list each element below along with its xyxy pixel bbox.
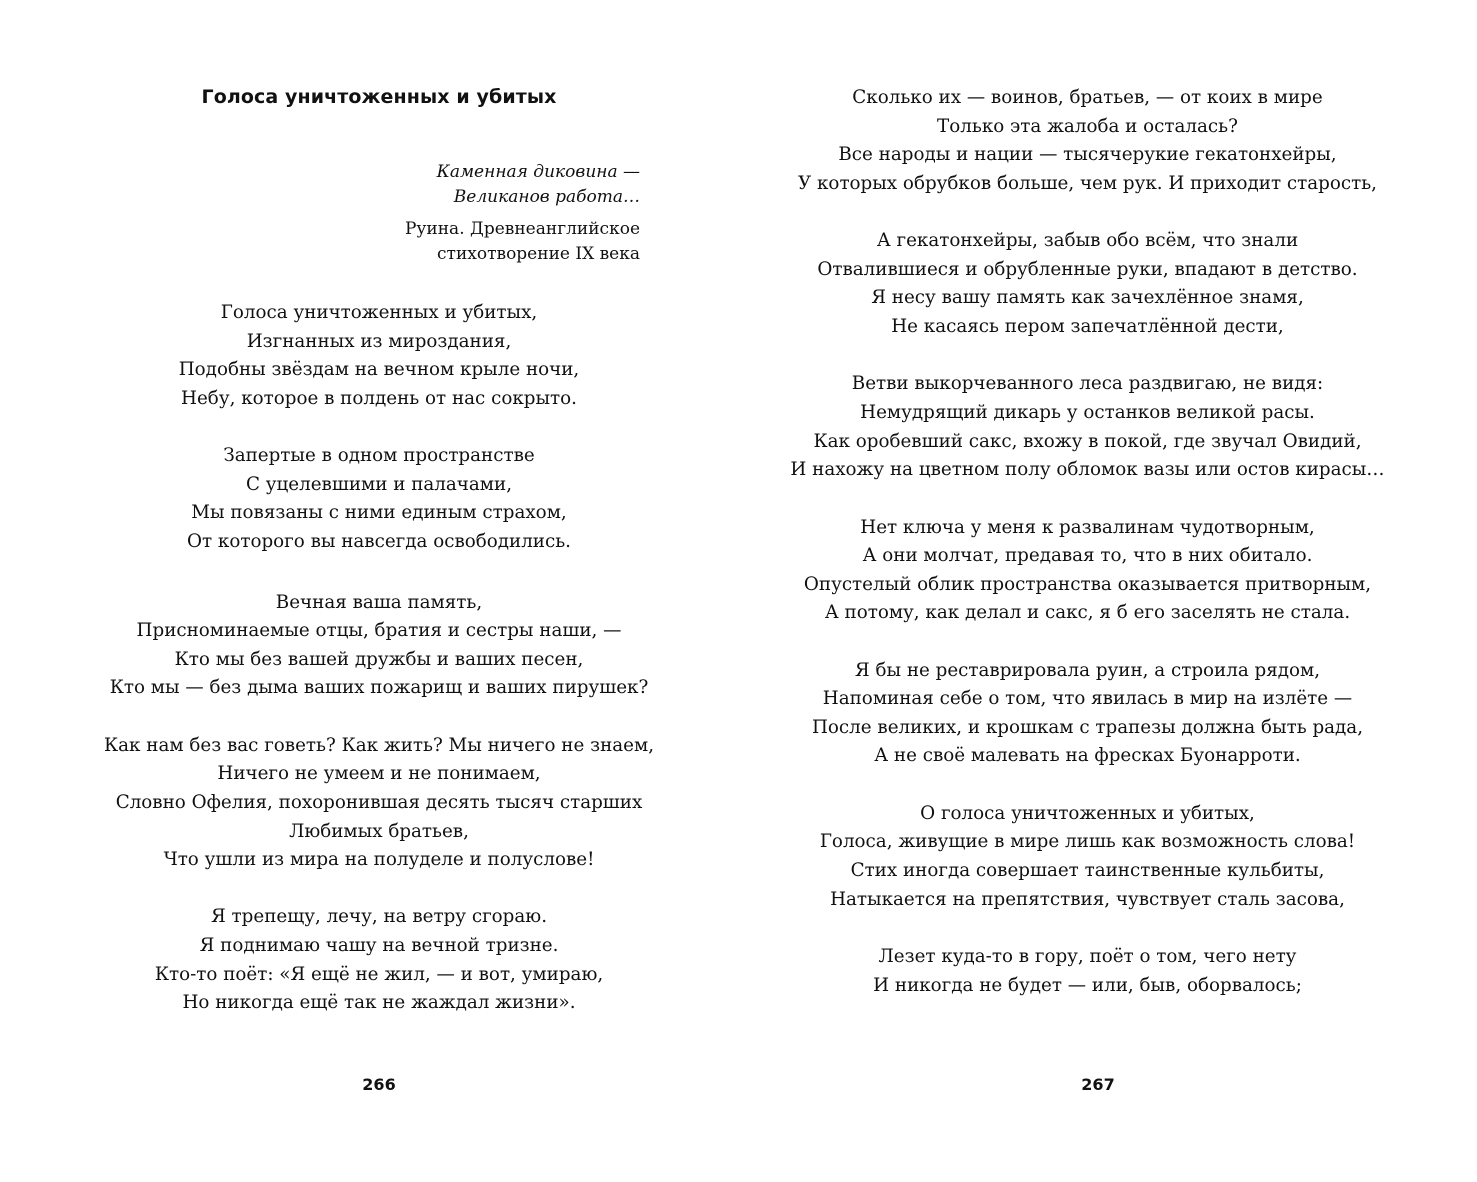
verse-line: Сколько их — воинов, братьев, — от коих в мире <box>852 87 1323 108</box>
stanza <box>738 657 1437 771</box>
verse-line: А гекатонхейры, забыв обо всём, что знали <box>876 230 1299 252</box>
stanza <box>738 227 1437 341</box>
epigraph-source-line: Руина. Древнеанглийское <box>404 219 640 239</box>
verse-line: Нет ключа у меня к развалинам чудотворным, <box>860 516 1315 538</box>
epigraph <box>405 160 640 267</box>
stanza <box>738 370 1437 484</box>
poem-title: Голоса уничтоженных и убитых <box>201 86 557 108</box>
verse-line: Что ушли из мира на полуделе и полуслове! <box>163 849 595 871</box>
verse-line: Стих иногда совершает таинственные кульбиты, <box>850 860 1325 882</box>
verse-line: Кто-то поёт: «Я ещё не жил, — и вот, умираю, <box>154 963 604 985</box>
verse-line: Лезет куда-то в гору, поёт о том, чего нету <box>878 946 1297 968</box>
epigraph-source <box>405 217 640 267</box>
verse-line: Вечная ваша память, <box>275 591 483 613</box>
verse-line: И нахожу на цветном полу обломок вазы или остов кирасы… <box>790 459 1385 481</box>
right-poem-text <box>738 84 1437 1029</box>
verse-line: У которых обрубков больше, чем рук. И приходит старость, <box>797 172 1377 194</box>
verse-line: Отвалившиеся и обрубленные руки, впадают в детство. <box>817 258 1358 280</box>
left-page <box>0 0 738 1182</box>
stanza <box>0 299 758 413</box>
verse-line: Ничего не умеем и не понимаем, <box>217 763 541 785</box>
epigraph-quote-line: Великанов работа… <box>453 187 640 207</box>
right-page <box>738 0 1477 1182</box>
page-number-right: 267 <box>1081 1075 1115 1094</box>
verse-line: Напоминая себе о том, что явилась в мир на излёте — <box>822 688 1353 710</box>
verse-line: А они молчат, предавая то, что в них обитало. <box>862 545 1313 567</box>
verse-line: А потому, как делал и сакс, я б его заселять не стала. <box>824 602 1351 624</box>
verse-line: И никогда не будет — или, быв, оборвалось; <box>873 974 1302 996</box>
verse-line: Кто мы — без дыма ваших пожарищ и ваших пирушек? <box>109 677 649 699</box>
verse-line: Натыкается на препятствия, чувствует сталь засова, <box>830 888 1345 910</box>
verse-line: Голоса, живущие в мире лишь как возможность слова! <box>819 831 1356 853</box>
verse-line: Запертые в одном пространстве <box>223 445 535 467</box>
verse-line: От которого вы навсегда освободились. <box>187 530 571 552</box>
epigraph-quote <box>405 160 640 210</box>
verse-line: Я бы не реставрировала руин, а строила рядом, <box>854 659 1321 681</box>
stanza <box>0 442 758 556</box>
verse-line: Присноминаемые отцы, братия и сестры наши, — <box>136 620 622 642</box>
stanza <box>0 589 758 703</box>
stanza <box>738 514 1437 628</box>
page-number-left: 266 <box>362 1075 396 1094</box>
verse-line: Небу, которое в полдень от нас сокрыто. <box>181 387 577 409</box>
verse-line: Любимых братьев, <box>289 820 469 842</box>
verse-line: А не своё малевать на фресках Буонарроти. <box>874 745 1301 767</box>
verse-line: После великих, и крошкам с трапезы должна быть рада, <box>811 716 1364 738</box>
verse-line: Изгнанных из мироздания, <box>246 330 512 352</box>
verse-line: Но никогда ещё так не жаждал жизни». <box>182 992 576 1014</box>
verse-line: Не касаясь пером запечатлённой дести, <box>891 315 1284 337</box>
left-poem-text <box>0 299 758 1047</box>
verse-line: Все народы и нации — тысячерукие гекатонхейры, <box>838 144 1337 166</box>
stanza <box>0 732 758 875</box>
verse-line: Словно Офелия, похоронившая десять тысяч старших <box>115 791 643 813</box>
verse-line: Голоса уничтоженных и убитых, <box>220 302 538 323</box>
verse-line: О голоса уничтоженных и убитых, <box>920 802 1255 824</box>
verse-line: Как оробевший сакс, вхожу в покой, где звучал Овидий, <box>813 430 1362 452</box>
verse-line: Только эта жалоба и осталась? <box>937 115 1238 137</box>
verse-line: Кто мы без вашей дружбы и ваших песен, <box>174 648 584 670</box>
verse-line: Опустелый облик пространства оказывается притворным, <box>803 573 1372 595</box>
stanza <box>0 903 758 1017</box>
verse-line: С уцелевшими и палачами, <box>245 473 513 495</box>
verse-line: Как нам без вас говеть? Как жить? Мы ничего не знаем, <box>103 734 655 756</box>
stanza <box>738 943 1437 1000</box>
epigraph-quote-line: Каменная диковина — <box>436 162 640 182</box>
verse-line: Мы повязаны с ними единым страхом, <box>191 502 567 524</box>
epigraph-source-line: стихотворение IX века <box>437 244 640 264</box>
verse-line: Я несу вашу память как зачехлённое знамя, <box>871 287 1304 309</box>
verse-line: Я поднимаю чашу на вечной тризне. <box>199 935 559 957</box>
stanza <box>738 800 1437 914</box>
verse-line: Подобны звёздам на вечном крыле ночи, <box>178 359 580 381</box>
verse-line: Ветви выкорчеванного леса раздвигаю, не видя: <box>851 373 1324 395</box>
verse-line: Немудрящий дикарь у останков великой расы. <box>860 401 1315 423</box>
verse-line: Я трепещу, лечу, на ветру сгораю. <box>210 906 548 928</box>
stanza <box>738 84 1437 198</box>
